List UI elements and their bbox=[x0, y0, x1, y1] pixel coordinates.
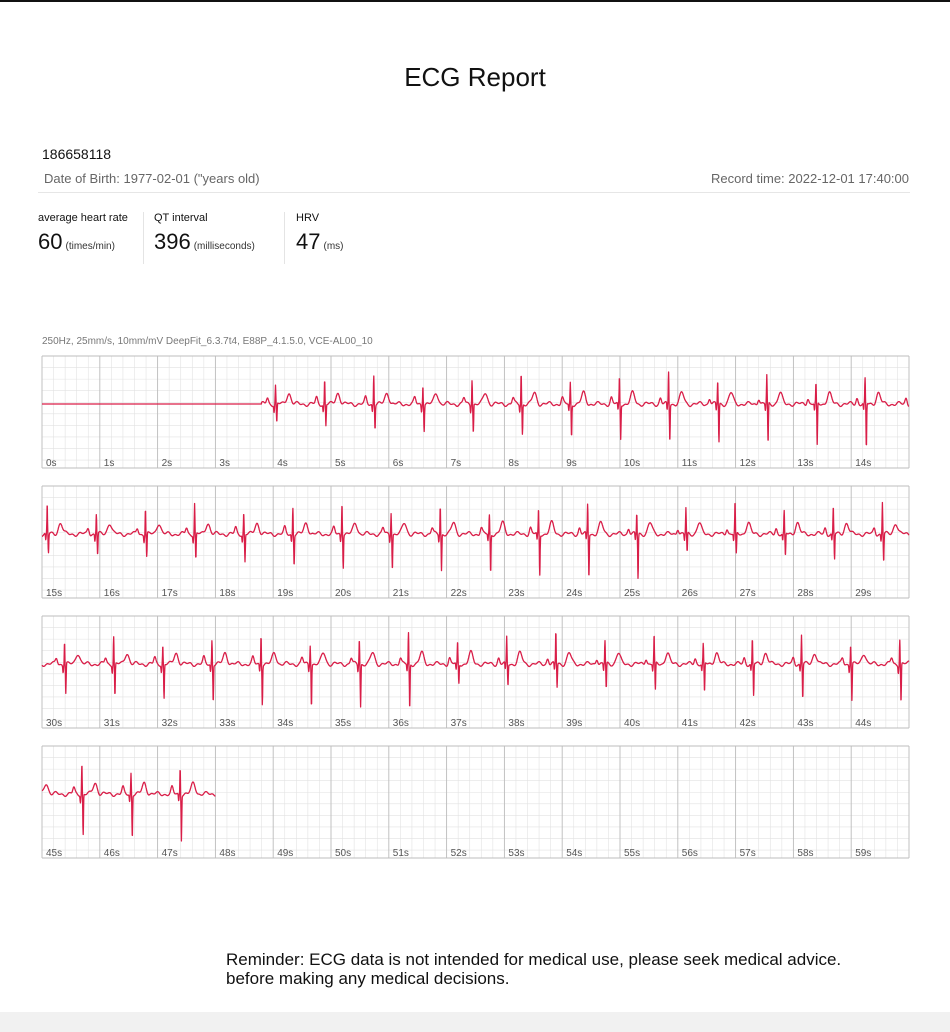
ecg-tick-label: 28s bbox=[797, 588, 814, 599]
ecg-major-grid bbox=[42, 746, 909, 858]
ecg-tick-label: 3s bbox=[219, 458, 230, 469]
ecg-tick-label: 16s bbox=[103, 588, 120, 599]
ecg-strip bbox=[42, 486, 909, 599]
ecg-tick-label: 40s bbox=[624, 718, 641, 729]
metric-label: average heart rate bbox=[38, 212, 128, 224]
metric-label: HRV bbox=[296, 212, 320, 224]
metric-value: 60 bbox=[38, 229, 63, 254]
ecg-tick-label: 38s bbox=[508, 718, 525, 729]
ecg-trace bbox=[42, 633, 909, 707]
ecg-tick-label: 33s bbox=[219, 718, 236, 729]
ecg-tick-label: 2s bbox=[161, 458, 173, 469]
ecg-tick-label: 51s bbox=[392, 848, 409, 859]
ecg-tick-label: 55s bbox=[624, 848, 641, 859]
ecg-strip bbox=[42, 356, 909, 469]
ecg-tick-label: 14s bbox=[855, 458, 872, 469]
ecg-tick-label: 46s bbox=[103, 848, 120, 859]
ecg-minor-grid bbox=[42, 356, 909, 468]
ecg-tick-label: 22s bbox=[450, 588, 467, 599]
ecg-tick-label: 5s bbox=[335, 458, 346, 469]
ecg-minor-grid bbox=[42, 616, 909, 728]
ecg-tick-label: 32s bbox=[161, 718, 178, 729]
ecg-tick-label: 26s bbox=[681, 588, 698, 599]
ecg-tick-label: 36s bbox=[392, 718, 409, 729]
ecg-tick-label: 31s bbox=[103, 718, 120, 729]
metric-label: QT interval bbox=[154, 212, 208, 224]
recording-parameters: 250Hz, 25mm/s, 10mm/mV DeepFit_6.3.7t4, E88P_4.1.5.0, VCE-AL00_10 bbox=[42, 336, 373, 347]
metric-unit: (ms) bbox=[323, 241, 344, 252]
dob-label: Date of Birth: bbox=[44, 171, 124, 186]
ecg-tick-label: 39s bbox=[566, 718, 583, 729]
ecg-tick-label: 29s bbox=[855, 588, 872, 599]
reminder-line-2: before making any medical decisions. bbox=[226, 969, 510, 988]
patient-id: 186658118 bbox=[42, 146, 112, 162]
ecg-tick-label: 34s bbox=[277, 718, 294, 729]
metric-unit: (milliseconds) bbox=[193, 241, 255, 252]
ecg-tick-label: 42s bbox=[739, 718, 756, 729]
ecg-tick-label: 6s bbox=[392, 458, 404, 469]
ecg-strip bbox=[42, 746, 909, 859]
ecg-tick-label: 19s bbox=[277, 588, 294, 599]
ecg-tick-label: 9s bbox=[566, 458, 577, 469]
ecg-major-grid bbox=[42, 486, 909, 598]
ecg-tick-label: 56s bbox=[681, 848, 698, 859]
ecg-tick-label: 54s bbox=[566, 848, 583, 859]
ecg-minor-grid bbox=[42, 486, 909, 598]
ecg-tick-label: 35s bbox=[335, 718, 352, 729]
ecg-tick-label: 50s bbox=[335, 848, 352, 859]
ecg-tick-label: 45s bbox=[46, 848, 63, 859]
ecg-tick-label: 48s bbox=[219, 848, 236, 859]
ecg-tick-label: 10s bbox=[624, 458, 641, 469]
ecg-minor-grid bbox=[42, 746, 909, 858]
ecg-tick-label: 7s bbox=[450, 458, 462, 469]
record-value: 2022-12-01 17:40:00 bbox=[788, 171, 909, 186]
ecg-tick-label: 11s bbox=[681, 458, 698, 469]
ecg-tick-label: 59s bbox=[855, 848, 872, 859]
ecg-tick-label: 37s bbox=[450, 718, 467, 729]
ecg-tick-label: 47s bbox=[161, 848, 178, 859]
ecg-tick-label: 21s bbox=[392, 588, 409, 599]
ecg-tick-label: 23s bbox=[508, 588, 525, 599]
ecg-tick-label: 1s bbox=[103, 458, 115, 469]
ecg-major-grid bbox=[42, 356, 909, 468]
ecg-tick-label: 58s bbox=[797, 848, 814, 859]
ecg-tick-label: 8s bbox=[508, 458, 519, 469]
ecg-tick-label: 4s bbox=[277, 458, 288, 469]
ecg-tick-label: 0s bbox=[46, 458, 57, 469]
ecg-tick-label: 20s bbox=[335, 588, 352, 599]
ecg-tick-label: 43s bbox=[797, 718, 814, 729]
ecg-tick-label: 27s bbox=[739, 588, 756, 599]
ecg-trace bbox=[42, 372, 909, 445]
metric-value: 396 bbox=[154, 229, 191, 254]
ecg-tick-label: 18s bbox=[219, 588, 236, 599]
bottom-band bbox=[0, 1012, 950, 1032]
ecg-major-grid bbox=[42, 616, 909, 728]
ecg-tick-label: 30s bbox=[46, 718, 63, 729]
metric-value: 47 bbox=[296, 229, 321, 254]
ecg-tick-label: 41s bbox=[681, 718, 698, 729]
ecg-tick-label: 53s bbox=[508, 848, 525, 859]
ecg-tick-label: 52s bbox=[450, 848, 467, 859]
metric-unit: (times/min) bbox=[65, 241, 115, 252]
medical-reminder bbox=[226, 950, 841, 988]
ecg-tick-label: 44s bbox=[855, 718, 872, 729]
ecg-tick-label: 13s bbox=[797, 458, 814, 469]
ecg-tick-label: 24s bbox=[566, 588, 583, 599]
ecg-tick-label: 15s bbox=[46, 588, 63, 599]
ecg-tick-label: 49s bbox=[277, 848, 294, 859]
ecg-tick-label: 25s bbox=[624, 588, 641, 599]
reminder-line-1: Reminder: ECG data is not intended for medical use, please seek medical advice. bbox=[226, 950, 842, 969]
ecg-tick-label: 17s bbox=[161, 588, 178, 599]
ecg-tick-label: 12s bbox=[739, 458, 756, 469]
ecg-tick-label: 57s bbox=[739, 848, 756, 859]
record-label: Record time: bbox=[710, 171, 789, 186]
age-text: ("years old) bbox=[189, 171, 260, 186]
report-title: ECG Report bbox=[404, 62, 546, 92]
ecg-strip bbox=[42, 616, 909, 729]
dob-value: 1977-02-01 bbox=[123, 171, 190, 186]
